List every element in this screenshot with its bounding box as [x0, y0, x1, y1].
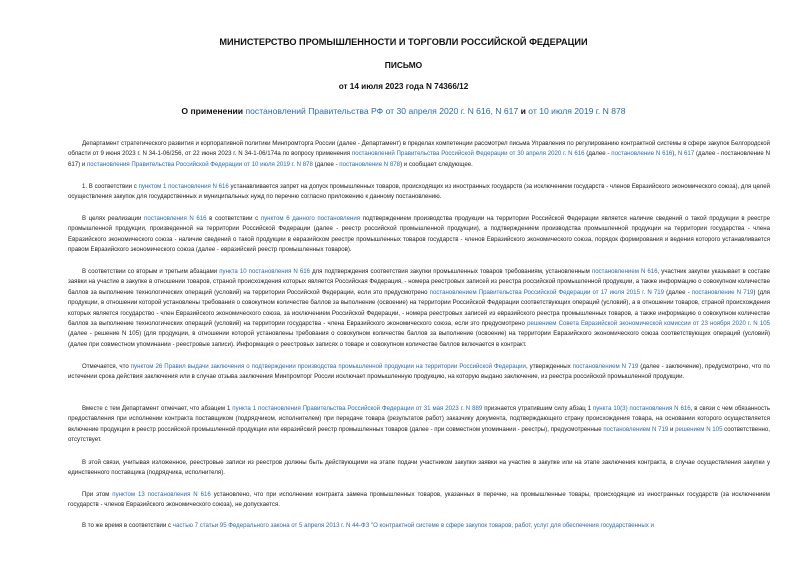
text-run: ) (для продукции, в отношении которой установлены требования о совокупном количестве баллов за выполнение (освоение) на территории Российской Федерации соответствующих операций (условий), а в отношении товаров, страной происхождения которых является государство - член Евразийского экономического союза, за исключением Российской Федерации, - номера реестровых записей из евразийского реестра промышленных товаров, а также информацию о совокупном количестве баллов за выполнение технологических операций (условий) на территории государства - члена Евразийского экономического союза, если это предусмотрено [68, 288, 770, 328]
document-link[interactable]: пунктом 13 постановления N 616 [112, 491, 211, 498]
text-run: В этой связи, учитывая изложенное, реестровые записи из реестров должны быть действующими на этапе подачи участником закупки заявки на участие в закупке или на этапе заключения контракта, в случае осуществления закупки у единственного поставщика (подрядчика, исполнителя). [68, 459, 770, 477]
document-link[interactable]: частью 7 статьи 95 Федерального закона от 5 апреля 2013 г. N 44-ФЗ "О контрактной системе в сфере закупок товаров, работ, услуг для обеспечения государственных и [172, 522, 654, 529]
text-run: и [668, 425, 676, 433]
ministry-heading: МИНИСТЕРСТВО ПРОМЫШЛЕННОСТИ И ТОРГОВЛИ РОССИЙСКОЙ ФЕДЕРАЦИИ [219, 37, 588, 47]
document-link[interactable]: пунктом 26 Правил выдачи заключения о подтверждении производства промышленной продукции на территории Российской Федерации [130, 363, 526, 370]
text-run: в соответствии с [206, 215, 261, 222]
text-run: (далее - заключение), предусмотрено, что по истечении срока действия заключения или в случае отзыва заключения Минпромторг России исключает промышленную продукцию, на которую выдано заключение, из реестра российской промышленной продукции. [68, 363, 771, 381]
document-link[interactable]: пункта 1 постановления Правительства Российской Федерации от 31 мая 2023 г. N 889 [232, 405, 483, 412]
document-link[interactable]: постановлением Правительства Российской Федерации от 17 июля 2015 г. N 719 [429, 288, 665, 296]
document-link[interactable]: постановления Правительства Российской Федерации от 10 июля 2019 г. N 878 [87, 160, 313, 168]
text-run: Отмечается, что [82, 363, 131, 370]
subject-prefix: О применении [181, 106, 246, 116]
text-run: В соответствии со вторым и третьим абзацами [82, 268, 220, 275]
text-run: 1. В соответствии с [82, 183, 139, 190]
document-link[interactable]: пункта 10(3) постановления N 616 [592, 405, 691, 412]
document-type: ПИСЬМО [384, 60, 423, 70]
document-subject [0, 106, 807, 116]
document-link[interactable]: постановлением N 719 [603, 425, 669, 433]
document-link[interactable]: постановление N 719 [691, 288, 754, 296]
text-run: (далее - [664, 288, 692, 296]
document-link[interactable]: постановление N 616 [611, 150, 673, 158]
document-link[interactable]: пункта 10 постановления N 616 [219, 268, 311, 275]
text-run: признается утратившим силу абзац 1 [482, 405, 593, 412]
document-link[interactable]: пунктом 6 данного постановления [260, 215, 361, 222]
document-link[interactable]: постановлением N 616 [591, 268, 658, 275]
paragraph-intro [68, 139, 770, 170]
paragraph-7 [68, 490, 770, 511]
text-run: подтверждением производства продукции на территории Российской Федерации является наличие сведений о такой продукции в реестре промышленной продукции, произведенной на территории Российской Федерации (далее - реестр российской промышленной продукции), а подтверждением производства промышленной продукции на территории государства - члена Евразийского экономического союза - наличие сведений о такой продукции в евразийском реестре промышленных товаров государств - членов Евразийского экономического союза, порядок формирования и ведения которого устанавливается правом Евразийского экономического союза (далее - евразийский реестр промышленных товаров). [68, 215, 770, 254]
document-link[interactable]: N 617 [677, 150, 695, 158]
text-run: , утвержденных [525, 363, 573, 370]
document-link[interactable]: постановлением N 719 [572, 363, 639, 370]
text-run: ), [672, 150, 678, 158]
document-date-number: от 14 июля 2023 года N 74366/12 [338, 82, 469, 91]
text-run: В то же время в соответствии с [82, 522, 173, 529]
paragraph-2 [68, 214, 770, 256]
text-run: Департамент стратегического развития и корпоративной политики Минпромторга России (далее - Департамент) в пределах компетенции рассмотрел письма Управления по регулированию контрактной системы в сфере закупок Белгородской области от 9 июня 2023 г. N 34-1-06/256, от 22 июня 2023 г. N 34-1-06/174а по вопросу применения [68, 140, 770, 158]
text-run: Вместе с тем Департамент отмечает, что абзацем 1 [82, 405, 233, 412]
text-run: соответственно, отсутствует. [68, 425, 771, 444]
text-run: (далее - [584, 150, 612, 158]
subject-mid: и [518, 106, 529, 116]
text-run: (далее - постановление N 617) и [68, 150, 771, 168]
document-link[interactable]: решением Совета Евразийской экономической комиссии от 23 ноября 2020 г. N 105 [527, 320, 770, 328]
text-run: В целях реализации [82, 215, 145, 222]
text-run: установлено, что при исполнении контракта замена промышленных товаров, указанных в перечне, на промышленные товары, происходящие из иностранных государств (за исключением государств - членов Евразийского экономического союза), не допускается. [68, 491, 770, 509]
text-run: для подтверждения соответствия закупки промышленных товаров требованиям, установленным [310, 268, 592, 275]
paragraph-8 [68, 521, 770, 531]
text-run: При этом [82, 491, 113, 498]
text-run: (далее - [312, 160, 340, 168]
text-run: устанавливается запрет на допуск промышленных товаров, происходящих из иностранных государств (за исключением государств - членов Евразийского экономического союза), для целей осуществления закупок для государственных и муниципальных нужд по перечню согласно приложению к данному постановлению. [68, 183, 770, 201]
subject-link-878[interactable]: от 10 июля 2019 г. N 878 [528, 106, 626, 116]
document-link[interactable]: решением N 105 [675, 425, 723, 433]
text-run: (далее - решение N 105) (для продукции, в отношении которой установлены требования о совокупном количестве баллов за выполнение (освоение) на территории Евразийского экономического союза соответствующих операций (условий) (далее при совместном упоминании - реестровые записи). Информация о реестровых записях о товаре и совокупном количестве баллов включается в контракт. [68, 330, 770, 348]
text-run: , в связи с чем обязанность предоставления при исполнении контракта поставщиком (подрядчиком, исполнителем) при передаче товара (результатов работ) заказчику документа, подтверждающего страну происхождения товара, на основании которого осуществляется включение продукции в реестр российской промышленной продукции или евразийский реестр промышленных товаров (далее - при совместном упоминании - реестры), предусмотренные [68, 405, 770, 433]
text-run: ) и сообщает следующее. [400, 160, 473, 168]
paragraph-6 [68, 458, 770, 479]
paragraph-1 [68, 182, 770, 203]
document-link[interactable]: пунктом 1 постановления N 616 [138, 183, 229, 190]
text-run: , участник закупки указывает в составе заявки на участие в закупке в отношении товаров, страной происхождения которых является Российская Федерация, - номера реестровых записей из реестра российской промышленной продукции, а также информацию о совокупном количестве баллов за выполнение технологических операций (условий) на территории Российской Федерации, если это предусмотрено [68, 268, 770, 296]
paragraph-4 [68, 362, 770, 383]
subject-link-616-617[interactable]: постановлений Правительства РФ от 30 апреля 2020 г. N 616, N 617 [245, 106, 519, 116]
document-link[interactable]: постановлений Правительства Российской Федерации от 30 апреля 2020 г. N 616 [351, 150, 585, 158]
paragraph-3 [68, 267, 770, 350]
document-link[interactable]: постановления N 616 [144, 215, 207, 222]
paragraph-5 [68, 404, 770, 446]
document-link[interactable]: постановление N 878 [339, 160, 401, 168]
